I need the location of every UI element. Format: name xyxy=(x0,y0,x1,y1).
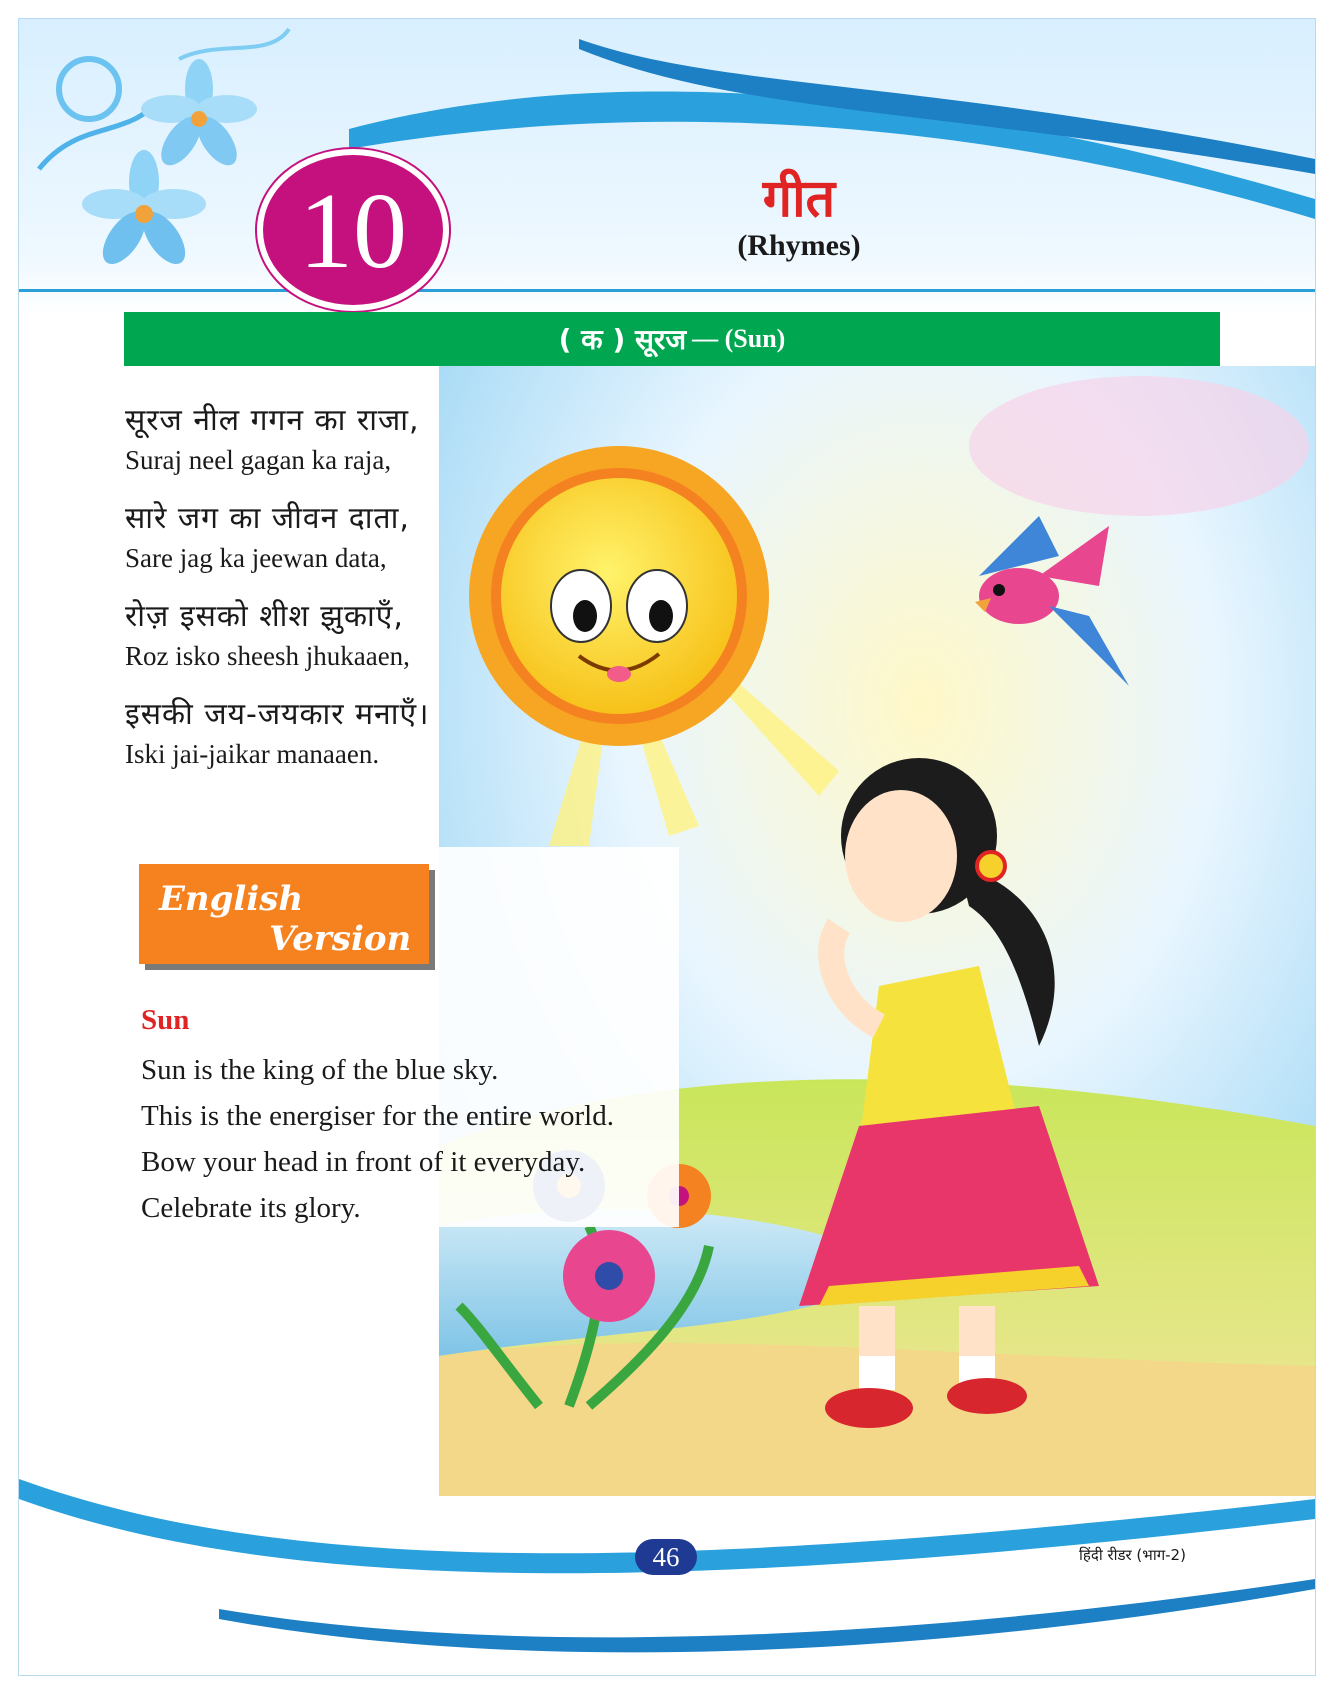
poem-stanza xyxy=(125,497,545,575)
poem-line-transliteration: Roz isko sheesh jhukaaen, xyxy=(125,641,410,671)
english-line: Bow your head in front of it everyday. xyxy=(141,1146,586,1178)
poem-stanza xyxy=(125,595,545,673)
english-version-tag-line-1: English xyxy=(159,879,304,919)
english-line: Sun is the king of the blue sky. xyxy=(141,1054,499,1086)
poem-line-hindi: सारे जग का जीवन दाता, xyxy=(125,501,410,536)
poem-line-hindi: सूरज नील गगन का राजा, xyxy=(125,403,420,438)
section-title-english: — (Sun) xyxy=(692,324,786,353)
bottom-swoosh-thin xyxy=(219,1579,1315,1652)
poem-line-transliteration: Sare jag ka jeewan data, xyxy=(125,543,387,573)
english-line: Celebrate its glory. xyxy=(141,1192,361,1224)
poem-line-transliteration: Suraj neel gagan ka raja, xyxy=(125,445,392,475)
poem-line-hindi: इसकी जय-जयकार मनाएँ। xyxy=(125,697,430,732)
section-title-hindi: ( क ) सूरज xyxy=(558,323,687,356)
book-title: हिंदी रीडर (भाग-2) xyxy=(1079,1546,1186,1564)
poem-line-transliteration: Iski jai-jaikar manaaen. xyxy=(125,739,380,769)
poem-stanza xyxy=(125,399,545,477)
pink-cloud xyxy=(969,376,1309,516)
english-version-heading: Sun xyxy=(141,1004,190,1036)
flower-corner-decoration xyxy=(39,29,289,271)
header-decoration xyxy=(19,19,1315,319)
section-heading-bar xyxy=(124,312,1220,366)
poem xyxy=(125,399,545,791)
chapter-badge xyxy=(257,149,449,311)
english-version-text xyxy=(141,1047,681,1231)
poem-stanza xyxy=(125,693,545,771)
title-english: (Rhymes) xyxy=(737,229,861,262)
poem-line-hindi: रोज़ इसको शीश झुकाएँ, xyxy=(125,599,404,634)
header-divider xyxy=(19,289,1315,292)
book-page xyxy=(18,18,1316,1676)
english-line: This is the energiser for the entire world. xyxy=(141,1100,614,1132)
english-version-tag-line-2: Version xyxy=(269,919,412,959)
chapter-number: 10 xyxy=(299,172,407,291)
title-hindi: गीत xyxy=(762,169,836,229)
page-number: 46 xyxy=(635,1539,697,1575)
